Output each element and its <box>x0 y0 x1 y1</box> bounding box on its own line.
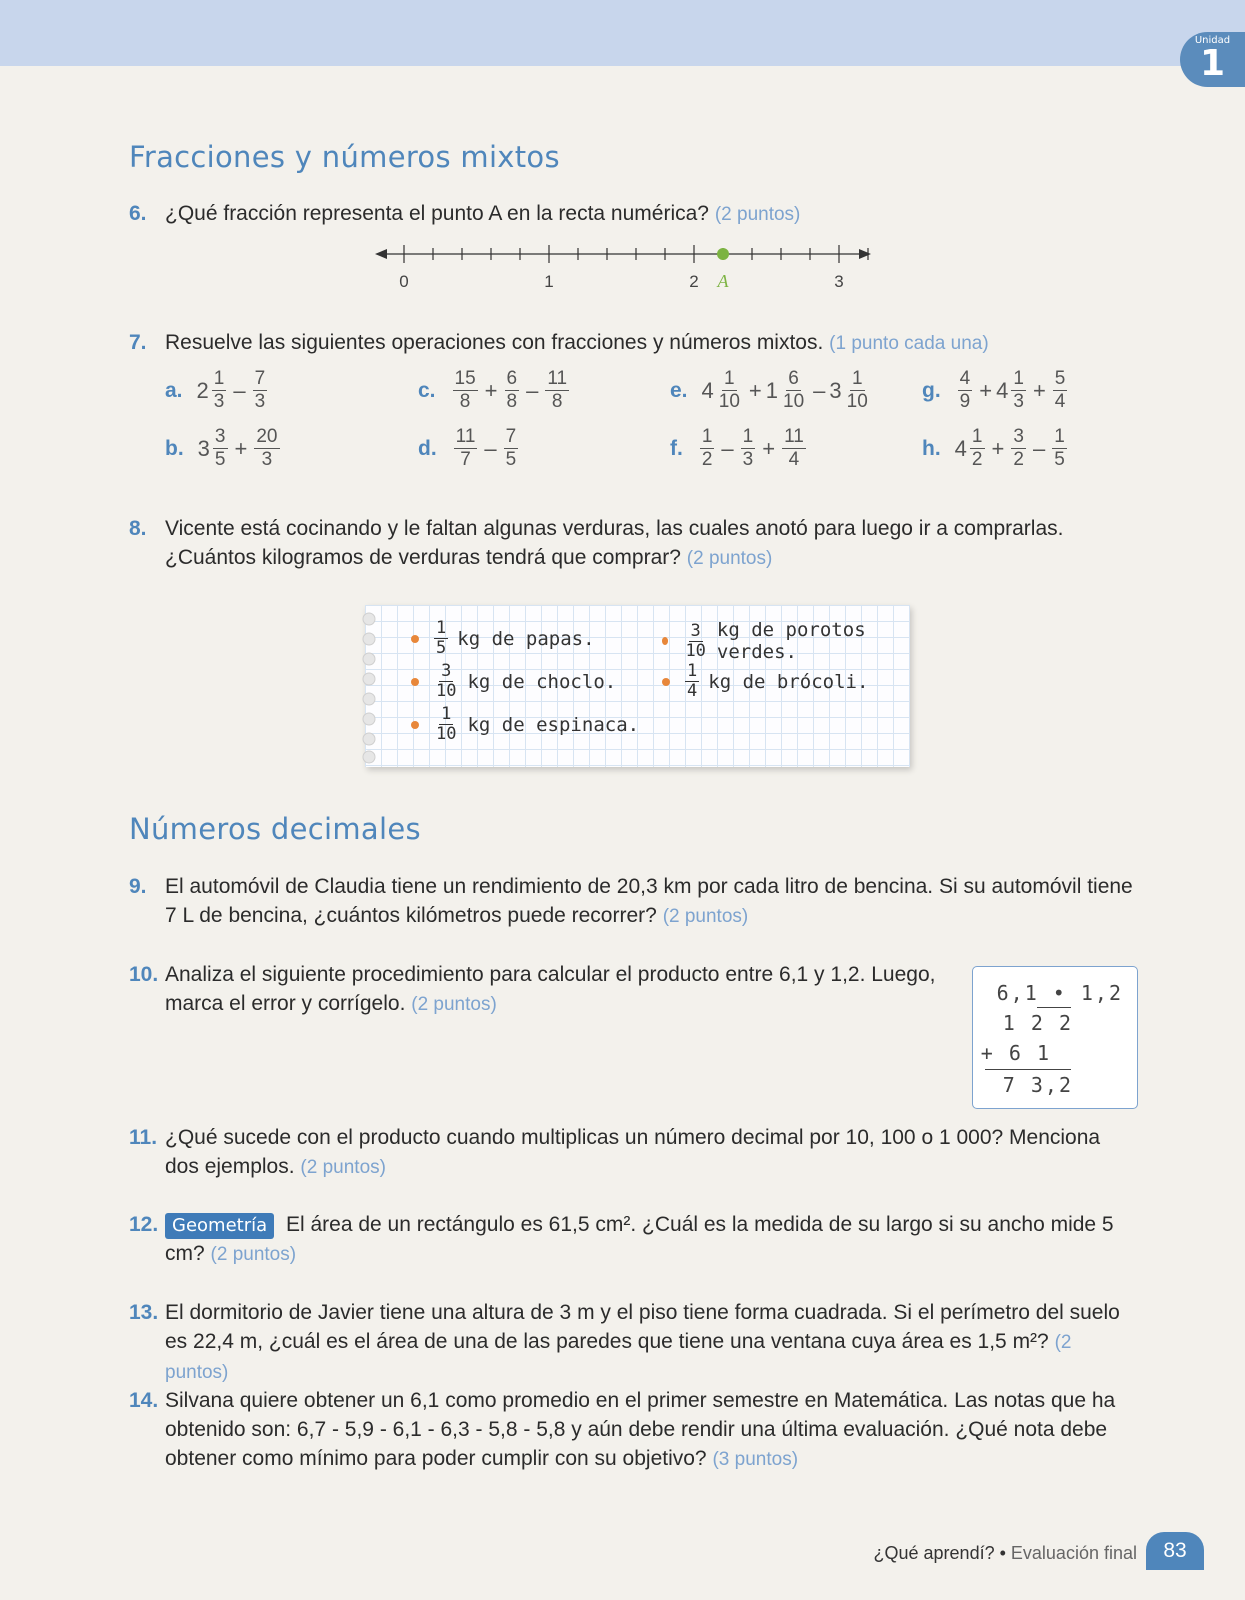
numerator: 1 <box>1054 426 1065 447</box>
question-points: (2 puntos) <box>210 1244 297 1265</box>
numerator: 3 <box>1013 426 1024 447</box>
exercise-b <box>165 426 283 471</box>
denominator: 3 <box>254 391 266 412</box>
fraction <box>253 368 268 413</box>
exercise-h <box>922 426 1070 471</box>
multiplication-box <box>972 966 1138 1109</box>
exercise-g <box>922 368 1070 413</box>
footer-caption <box>874 1543 1137 1564</box>
calc-line-top <box>1037 1007 1071 1008</box>
unit-number: 1 <box>1199 43 1226 84</box>
bullet-icon <box>662 678 670 686</box>
whole-part: 3 <box>197 435 210 461</box>
operator: – <box>1032 435 1046 461</box>
fraction <box>1011 368 1026 413</box>
bullet-icon <box>411 721 419 729</box>
fraction <box>1011 426 1026 471</box>
denominator: 5 <box>214 449 226 470</box>
numerator: 4 <box>959 368 971 389</box>
numerator: 11 <box>547 368 568 389</box>
question-9 <box>129 872 1139 931</box>
fraction <box>504 426 519 471</box>
denominator: 3 <box>261 449 273 470</box>
section-title-decimals: Números decimales <box>129 812 421 846</box>
exercise-letter: e. <box>670 378 688 402</box>
numerator: 7 <box>254 368 266 389</box>
footer-title: ¿Qué aprendí? <box>873 1543 995 1563</box>
numerator: 5 <box>1054 368 1066 389</box>
fraction <box>685 662 699 701</box>
fraction <box>741 426 756 471</box>
fraction <box>782 426 806 471</box>
question-number: 12. <box>129 1213 159 1236</box>
denominator: 9 <box>959 391 971 412</box>
operator: – <box>484 435 497 461</box>
number-line <box>375 236 895 298</box>
fraction <box>212 368 227 413</box>
operator: + <box>979 377 993 403</box>
numerator: 1 <box>213 368 225 389</box>
question-text: El área de un rectángulo es 61,5 cm². ¿Cuál es la medida de su largo si su ancho mide 5 cm? <box>165 1213 1114 1265</box>
question-number: 8. <box>129 517 147 540</box>
fraction <box>1053 368 1068 413</box>
exercise-e <box>670 368 873 413</box>
numerator: 20 <box>256 426 278 447</box>
question-number: 14. <box>129 1389 159 1412</box>
fraction <box>700 426 715 471</box>
exercise-letter: d. <box>418 436 437 460</box>
fraction <box>254 426 279 471</box>
question-10 <box>129 960 949 1019</box>
question-12 <box>129 1210 1139 1269</box>
whole-part: 1 <box>765 377 779 403</box>
question-points: (2 puntos) <box>714 204 801 225</box>
grocery-item <box>411 705 639 744</box>
denominator: 8 <box>459 391 471 412</box>
denominator: 4 <box>687 681 698 701</box>
denominator: 8 <box>506 391 518 412</box>
denominator: 5 <box>436 638 447 658</box>
numerator: 1 <box>687 661 698 681</box>
fraction <box>683 622 707 661</box>
fraction <box>434 705 458 744</box>
numerator: 1 <box>441 704 452 724</box>
operator: + <box>991 435 1005 461</box>
operator: + <box>484 377 498 403</box>
operator: + <box>762 435 776 461</box>
denominator: 2 <box>701 449 713 470</box>
calc-line-bottom <box>985 1069 1071 1070</box>
denominator: 2 <box>971 449 983 470</box>
question-14 <box>129 1386 1139 1474</box>
numerator: 3 <box>214 426 226 447</box>
fraction <box>958 368 973 413</box>
question-number: 11. <box>129 1126 158 1149</box>
numerator: 1 <box>742 426 754 447</box>
grocery-item <box>662 619 910 663</box>
exercise-letter: b. <box>165 436 184 460</box>
fraction <box>434 619 448 658</box>
denominator: 3 <box>742 449 754 470</box>
right-arrow-icon <box>859 249 871 259</box>
question-number: 7. <box>129 331 147 354</box>
bullet-icon <box>662 637 668 645</box>
whole-part: 3 <box>829 377 842 403</box>
fraction <box>970 426 985 471</box>
tick-label: 3 <box>834 272 844 291</box>
denominator: 3 <box>1013 391 1024 412</box>
numerator: 3 <box>441 661 452 681</box>
bullet-icon <box>411 678 419 686</box>
fraction <box>781 368 806 413</box>
numerator: 3 <box>690 620 701 641</box>
point-a-label: A <box>717 271 729 291</box>
numerator: 7 <box>505 426 517 447</box>
question-8 <box>129 514 1139 573</box>
numerator: 1 <box>701 426 713 447</box>
grocery-item-text: kg de brócoli. <box>708 670 869 693</box>
question-points: (2 puntos) <box>165 1332 1072 1383</box>
page-number: 83 <box>1146 1532 1204 1570</box>
grocery-item-text: kg de porotos verdes. <box>716 619 866 663</box>
fraction <box>717 368 742 413</box>
grocery-note <box>365 605 910 767</box>
exercise-letter: g. <box>922 378 941 402</box>
question-text: El dormitorio de Javier tiene una altura de 3 m y el piso tiene forma cuadrada. Si el perímetro del suelo es 22,4 m, ¿cuál es el área de una de las paredes que tiene una ventana cuya área es 1,5 m²? <box>165 1301 1120 1353</box>
fraction <box>453 368 478 413</box>
question-7 <box>129 328 1139 358</box>
operator: + <box>748 377 762 403</box>
operator: – <box>813 377 826 403</box>
calc-row-partial-1: 1 2 2 <box>1002 1011 1073 1035</box>
left-arrow-icon <box>375 249 387 259</box>
exercise-letter: h. <box>922 436 941 460</box>
numerator: 1 <box>724 368 735 389</box>
denominator: 4 <box>788 449 800 470</box>
denominator: 2 <box>1013 449 1024 470</box>
geometry-badge: Geometría <box>165 1213 274 1239</box>
question-text: Analiza el siguiente procedimiento para calcular el producto entre 6,1 y 1,2. Luego, marca el error y corrígelo. <box>165 963 936 1015</box>
footer-subtitle: Evaluación final <box>1010 1543 1137 1563</box>
exercise-f <box>670 426 809 471</box>
question-points: (2 puntos) <box>411 994 497 1015</box>
numerator: 11 <box>784 426 804 447</box>
question-number: 9. <box>129 875 147 898</box>
numerator: 15 <box>454 368 476 389</box>
footer-separator: • <box>994 1543 1011 1563</box>
denominator: 7 <box>460 449 471 470</box>
whole-part: 4 <box>954 435 967 461</box>
grocery-item-text: kg de espinaca. <box>467 713 640 736</box>
question-text: Resuelve las siguientes operaciones con fracciones y números mixtos. <box>165 331 824 354</box>
question-text: Silvana quiere obtener un 6,1 como promedio en el primer semestre en Matemática. Las notas que ha obtenido son: 6,7 - 5,9 - 6,1 - 6,3 - 5,8 - 5,8 y aún debe rendir una última evaluación. ¿Qué nota debe obtener como mínimo para poder cumplir con su objetivo? <box>165 1389 1116 1470</box>
exercise-letter: a. <box>165 378 183 402</box>
question-number: 6. <box>129 202 147 225</box>
question-text: Vicente está cocinando y le faltan algunas verduras, las cuales anotó para luego ir a comprarlas. ¿Cuántos kilogramos de verduras tendrá que comprar? <box>165 517 1064 569</box>
fraction <box>213 426 228 471</box>
point-a-marker <box>717 248 729 260</box>
denominator: 10 <box>783 391 805 412</box>
question-number: 13. <box>129 1301 159 1324</box>
denominator: 5 <box>1054 449 1065 470</box>
fraction <box>845 368 870 413</box>
spiral-tear-edge <box>357 605 383 767</box>
fraction <box>1052 426 1067 471</box>
grocery-item-text: kg de choclo. <box>467 670 617 693</box>
exercise-a <box>165 368 270 413</box>
fraction <box>434 662 458 701</box>
question-points: (1 punto cada una) <box>829 333 989 354</box>
operator: – <box>233 377 246 403</box>
numerator: 1 <box>851 368 863 389</box>
exercise-c <box>418 368 572 413</box>
grocery-item-text: kg de papas. <box>457 627 595 650</box>
operator: – <box>526 377 539 403</box>
question-points: (2 puntos) <box>662 906 749 927</box>
operator: + <box>1032 377 1046 403</box>
denominator: 10 <box>718 391 740 412</box>
grocery-item <box>411 662 616 701</box>
numerator: 1 <box>1013 368 1024 389</box>
denominator: 10 <box>436 724 457 744</box>
exercise-letter: f. <box>670 436 683 460</box>
question-number: 10. <box>129 963 159 986</box>
fraction <box>545 368 569 413</box>
bullet-icon <box>411 635 419 643</box>
question-points: (2 puntos) <box>300 1157 386 1178</box>
denominator: 3 <box>213 391 225 412</box>
numerator: 11 <box>455 426 476 447</box>
tick-label: 1 <box>544 272 554 291</box>
operator: – <box>721 435 734 461</box>
whole-part: 4 <box>996 377 1009 403</box>
calc-row-partial-2: + 6 1 <box>980 1041 1051 1065</box>
calc-row-factors: 6,1 • 1,2 <box>996 981 1123 1005</box>
tick-label: 0 <box>399 272 409 291</box>
denominator: 10 <box>846 391 868 412</box>
exercise-letter: c. <box>418 378 436 402</box>
numerator: 6 <box>506 368 518 389</box>
denominator: 10 <box>685 640 706 661</box>
denominator: 8 <box>551 391 563 412</box>
operator: + <box>234 435 248 461</box>
question-11 <box>129 1123 1139 1182</box>
whole-part: 2 <box>196 377 209 403</box>
denominator: 4 <box>1054 391 1066 412</box>
fraction <box>454 426 478 471</box>
question-6 <box>129 199 1139 229</box>
tick-label: 2 <box>689 272 699 291</box>
denominator: 10 <box>436 681 457 701</box>
numerator: 6 <box>788 368 799 389</box>
calc-row-result: 7 3,2 <box>1002 1073 1073 1097</box>
question-points: (2 puntos) <box>686 548 773 569</box>
top-banner <box>0 0 1245 66</box>
unit-tab <box>1180 32 1245 87</box>
question-text: ¿Qué fracción representa el punto A en la recta numérica? <box>165 202 709 225</box>
grocery-item <box>662 662 868 701</box>
section-title-fractions: Fracciones y números mixtos <box>129 140 560 174</box>
denominator: 5 <box>505 449 517 470</box>
question-points: (3 puntos) <box>712 1449 799 1470</box>
whole-part: 4 <box>701 377 714 403</box>
unit-label: Unidad <box>1194 35 1231 46</box>
numerator: 1 <box>436 618 447 638</box>
numerator: 1 <box>971 426 983 447</box>
grocery-item <box>411 619 595 658</box>
question-13 <box>129 1298 1139 1387</box>
question-text: ¿Qué sucede con el producto cuando multiplicas un número decimal por 10, 100 o 1 000? Menciona dos ejemplos. <box>165 1126 1101 1178</box>
exercise-d <box>418 426 521 471</box>
fraction <box>505 368 520 413</box>
question-text: El automóvil de Claudia tiene un rendimiento de 20,3 km por cada litro de bencina. Si su automóvil tiene 7 L de bencina, ¿cuántos kilómetros puede recorrer? <box>165 875 1133 927</box>
